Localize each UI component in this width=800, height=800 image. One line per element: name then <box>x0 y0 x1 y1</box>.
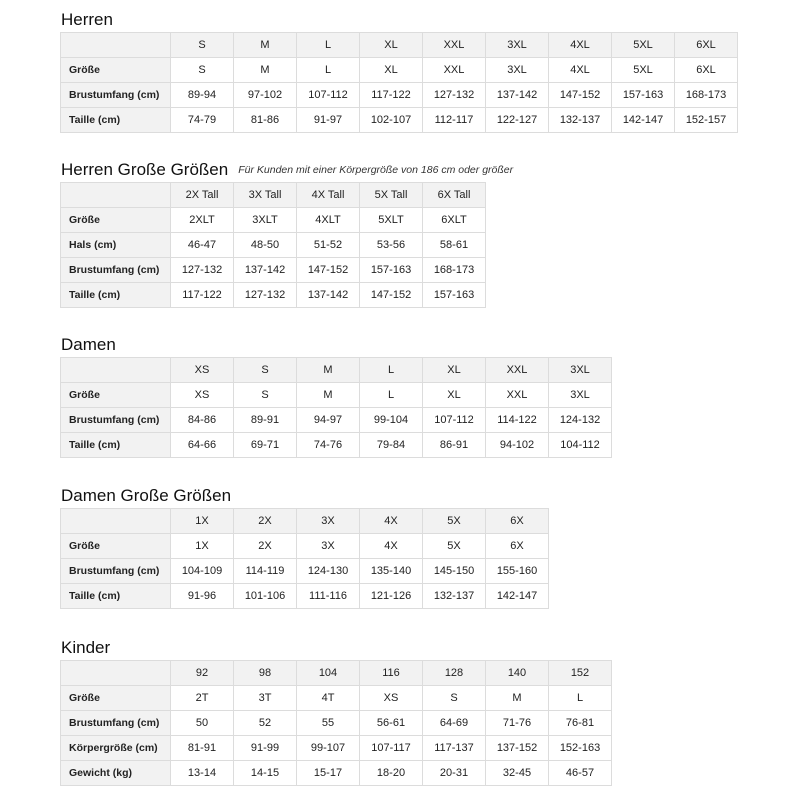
table-cell: 132-137 <box>549 108 612 133</box>
herren-gross-title: Herren Große Größen Für Kunden mit einer Körpergröße von 186 cm oder größer <box>61 160 514 179</box>
column-header: S <box>171 33 234 58</box>
table-row <box>61 283 486 308</box>
table-cell: 114-122 <box>486 408 549 433</box>
table-cell: 117-122 <box>171 283 234 308</box>
table-cell: 107-112 <box>297 83 360 108</box>
column-header: S <box>234 358 297 383</box>
table-row <box>61 433 612 458</box>
table-cell: 127-132 <box>234 283 297 308</box>
table-cell: 20-31 <box>423 761 486 786</box>
table-cell: 137-152 <box>486 736 549 761</box>
column-header: 5X Tall <box>360 183 423 208</box>
row-label: Größe <box>61 534 171 559</box>
table-cell: 3X <box>297 534 360 559</box>
table-row <box>61 258 486 283</box>
table-cell: 121-126 <box>360 584 423 609</box>
column-header: 4X Tall <box>297 183 360 208</box>
header-row <box>61 358 612 383</box>
table-cell: 14-15 <box>234 761 297 786</box>
table-cell: 137-142 <box>234 258 297 283</box>
table-cell: 2X <box>234 534 297 559</box>
table-cell: 3XLT <box>234 208 297 233</box>
column-header: 128 <box>423 661 486 686</box>
table-cell: 56-61 <box>360 711 423 736</box>
table-cell: 76-81 <box>549 711 612 736</box>
table-cell: 112-117 <box>423 108 486 133</box>
row-label: Brustumfang (cm) <box>61 258 171 283</box>
table-cell: 74-79 <box>171 108 234 133</box>
table-cell: 127-132 <box>423 83 486 108</box>
table-cell: 114-119 <box>234 559 297 584</box>
table-cell: 69-71 <box>234 433 297 458</box>
table-cell: 127-132 <box>171 258 234 283</box>
corner-cell <box>61 509 171 534</box>
table-cell: M <box>297 383 360 408</box>
table-cell: M <box>486 686 549 711</box>
column-header: XXL <box>486 358 549 383</box>
table-cell: 132-137 <box>423 584 486 609</box>
table-cell: 104-112 <box>549 433 612 458</box>
corner-cell <box>61 183 171 208</box>
column-header: XXL <box>423 33 486 58</box>
table-cell: 99-107 <box>297 736 360 761</box>
table-row <box>61 711 612 736</box>
table-cell: 2XLT <box>171 208 234 233</box>
table-cell: 81-86 <box>234 108 297 133</box>
header-row <box>61 33 738 58</box>
table-cell: 137-142 <box>297 283 360 308</box>
table-cell: 5X <box>423 534 486 559</box>
row-label: Körpergröße (cm) <box>61 736 171 761</box>
table-cell: 5XL <box>612 58 675 83</box>
row-label: Brustumfang (cm) <box>61 711 171 736</box>
table-cell: 18-20 <box>360 761 423 786</box>
table-cell: 117-122 <box>360 83 423 108</box>
column-header: 5X <box>423 509 486 534</box>
table-cell: 107-117 <box>360 736 423 761</box>
column-header: 92 <box>171 661 234 686</box>
table-cell: 137-142 <box>486 83 549 108</box>
table-cell: XL <box>423 383 486 408</box>
table-row <box>61 761 612 786</box>
table-cell: 84-86 <box>171 408 234 433</box>
table-row <box>61 233 486 258</box>
table-cell: 4T <box>297 686 360 711</box>
column-header: L <box>297 33 360 58</box>
table-cell: 64-69 <box>423 711 486 736</box>
table-cell: 1X <box>171 534 234 559</box>
column-header: 140 <box>486 661 549 686</box>
row-label: Größe <box>61 686 171 711</box>
column-header: 3X Tall <box>234 183 297 208</box>
column-header: 2X <box>234 509 297 534</box>
table-cell: 142-147 <box>486 584 549 609</box>
column-header: 3XL <box>549 358 612 383</box>
column-header: 6X Tall <box>423 183 486 208</box>
table-cell: 168-173 <box>423 258 486 283</box>
row-label: Größe <box>61 383 171 408</box>
table-cell: 157-163 <box>360 258 423 283</box>
table-cell: 94-97 <box>297 408 360 433</box>
table-cell: 2T <box>171 686 234 711</box>
column-header: 104 <box>297 661 360 686</box>
header-row <box>61 183 486 208</box>
table-cell: 152-157 <box>675 108 738 133</box>
row-label: Gewicht (kg) <box>61 761 171 786</box>
table-row <box>61 584 549 609</box>
column-header: 5XL <box>612 33 675 58</box>
table-row <box>61 58 738 83</box>
column-header: XL <box>423 358 486 383</box>
table-cell: 157-163 <box>612 83 675 108</box>
damen-size-table <box>60 357 612 458</box>
column-header: 6XL <box>675 33 738 58</box>
herren-gross-size-table <box>60 182 486 308</box>
table-cell: 55 <box>297 711 360 736</box>
table-row <box>61 534 549 559</box>
column-header: 116 <box>360 661 423 686</box>
row-label: Taille (cm) <box>61 283 171 308</box>
damen-gross-size-table <box>60 508 549 609</box>
table-cell: 74-76 <box>297 433 360 458</box>
table-cell: 52 <box>234 711 297 736</box>
table-cell: S <box>171 58 234 83</box>
herren-size-table <box>60 32 738 133</box>
table-cell: 152-163 <box>549 736 612 761</box>
table-cell: 53-56 <box>360 233 423 258</box>
table-cell: 79-84 <box>360 433 423 458</box>
column-header: M <box>234 33 297 58</box>
table-cell: 124-130 <box>297 559 360 584</box>
corner-cell <box>61 661 171 686</box>
header-row <box>61 509 549 534</box>
table-cell: 107-112 <box>423 408 486 433</box>
table-row <box>61 383 612 408</box>
table-cell: 50 <box>171 711 234 736</box>
table-cell: 124-132 <box>549 408 612 433</box>
table-cell: 4XL <box>549 58 612 83</box>
table-cell: L <box>297 58 360 83</box>
table-cell: 89-94 <box>171 83 234 108</box>
row-label: Hals (cm) <box>61 233 171 258</box>
corner-cell <box>61 358 171 383</box>
table-cell: 86-91 <box>423 433 486 458</box>
table-cell: 147-152 <box>360 283 423 308</box>
table-row <box>61 408 612 433</box>
column-header: XS <box>171 358 234 383</box>
table-cell: 157-163 <box>423 283 486 308</box>
table-cell: 155-160 <box>486 559 549 584</box>
row-label: Brustumfang (cm) <box>61 559 171 584</box>
table-row <box>61 83 738 108</box>
table-cell: 32-45 <box>486 761 549 786</box>
table-cell: 51-52 <box>297 233 360 258</box>
table-cell: 104-109 <box>171 559 234 584</box>
table-cell: 5XLT <box>360 208 423 233</box>
table-cell: 6XLT <box>423 208 486 233</box>
table-cell: 142-147 <box>612 108 675 133</box>
table-cell: L <box>360 383 423 408</box>
table-cell: 97-102 <box>234 83 297 108</box>
column-header: M <box>297 358 360 383</box>
table-cell: 46-57 <box>549 761 612 786</box>
column-header: 98 <box>234 661 297 686</box>
column-header: 3XL <box>486 33 549 58</box>
column-header: 4X <box>360 509 423 534</box>
table-cell: 4X <box>360 534 423 559</box>
table-cell: 46-47 <box>171 233 234 258</box>
row-label: Taille (cm) <box>61 433 171 458</box>
table-cell: 147-152 <box>297 258 360 283</box>
table-cell: XS <box>171 383 234 408</box>
column-header: L <box>360 358 423 383</box>
damen-title: Damen <box>61 335 116 354</box>
table-cell: L <box>549 686 612 711</box>
table-cell: XXL <box>486 383 549 408</box>
herren-gross-note: Für Kunden mit einer Körpergröße von 186 cm oder größer <box>238 164 514 176</box>
table-cell: 15-17 <box>297 761 360 786</box>
column-header: 3X <box>297 509 360 534</box>
header-row <box>61 661 612 686</box>
table-cell: 147-152 <box>549 83 612 108</box>
row-label: Taille (cm) <box>61 584 171 609</box>
table-cell: M <box>234 58 297 83</box>
column-header: 152 <box>549 661 612 686</box>
kinder-size-table <box>60 660 612 786</box>
table-cell: 3T <box>234 686 297 711</box>
table-cell: 94-102 <box>486 433 549 458</box>
table-cell: 6X <box>486 534 549 559</box>
table-row <box>61 686 612 711</box>
table-cell: XL <box>360 58 423 83</box>
table-cell: 58-61 <box>423 233 486 258</box>
table-cell: 117-137 <box>423 736 486 761</box>
row-label: Größe <box>61 208 171 233</box>
table-cell: 91-97 <box>297 108 360 133</box>
table-cell: XS <box>360 686 423 711</box>
table-cell: 64-66 <box>171 433 234 458</box>
table-cell: 3XL <box>549 383 612 408</box>
table-cell: 101-106 <box>234 584 297 609</box>
row-label: Größe <box>61 58 171 83</box>
table-cell: 4XLT <box>297 208 360 233</box>
table-cell: 102-107 <box>360 108 423 133</box>
table-cell: 81-91 <box>171 736 234 761</box>
table-cell: 91-96 <box>171 584 234 609</box>
column-header: 2X Tall <box>171 183 234 208</box>
table-cell: XXL <box>423 58 486 83</box>
corner-cell <box>61 33 171 58</box>
table-row <box>61 208 486 233</box>
column-header: 4XL <box>549 33 612 58</box>
table-cell: 145-150 <box>423 559 486 584</box>
column-header: 1X <box>171 509 234 534</box>
column-header: 6X <box>486 509 549 534</box>
table-cell: 13-14 <box>171 761 234 786</box>
herren-title: Herren <box>61 10 113 29</box>
row-label: Brustumfang (cm) <box>61 83 171 108</box>
row-label: Taille (cm) <box>61 108 171 133</box>
table-cell: S <box>423 686 486 711</box>
table-cell: 99-104 <box>360 408 423 433</box>
table-cell: 71-76 <box>486 711 549 736</box>
row-label: Brustumfang (cm) <box>61 408 171 433</box>
table-cell: 89-91 <box>234 408 297 433</box>
table-cell: 48-50 <box>234 233 297 258</box>
table-cell: 3XL <box>486 58 549 83</box>
damen-gross-title: Damen Große Größen <box>61 486 232 505</box>
table-cell: S <box>234 383 297 408</box>
kinder-title: Kinder <box>61 638 111 657</box>
table-cell: 91-99 <box>234 736 297 761</box>
table-cell: 122-127 <box>486 108 549 133</box>
table-row <box>61 736 612 761</box>
column-header: XL <box>360 33 423 58</box>
table-cell: 135-140 <box>360 559 423 584</box>
table-row <box>61 108 738 133</box>
table-cell: 6XL <box>675 58 738 83</box>
table-row <box>61 559 549 584</box>
table-cell: 168-173 <box>675 83 738 108</box>
table-cell: 111-116 <box>297 584 360 609</box>
